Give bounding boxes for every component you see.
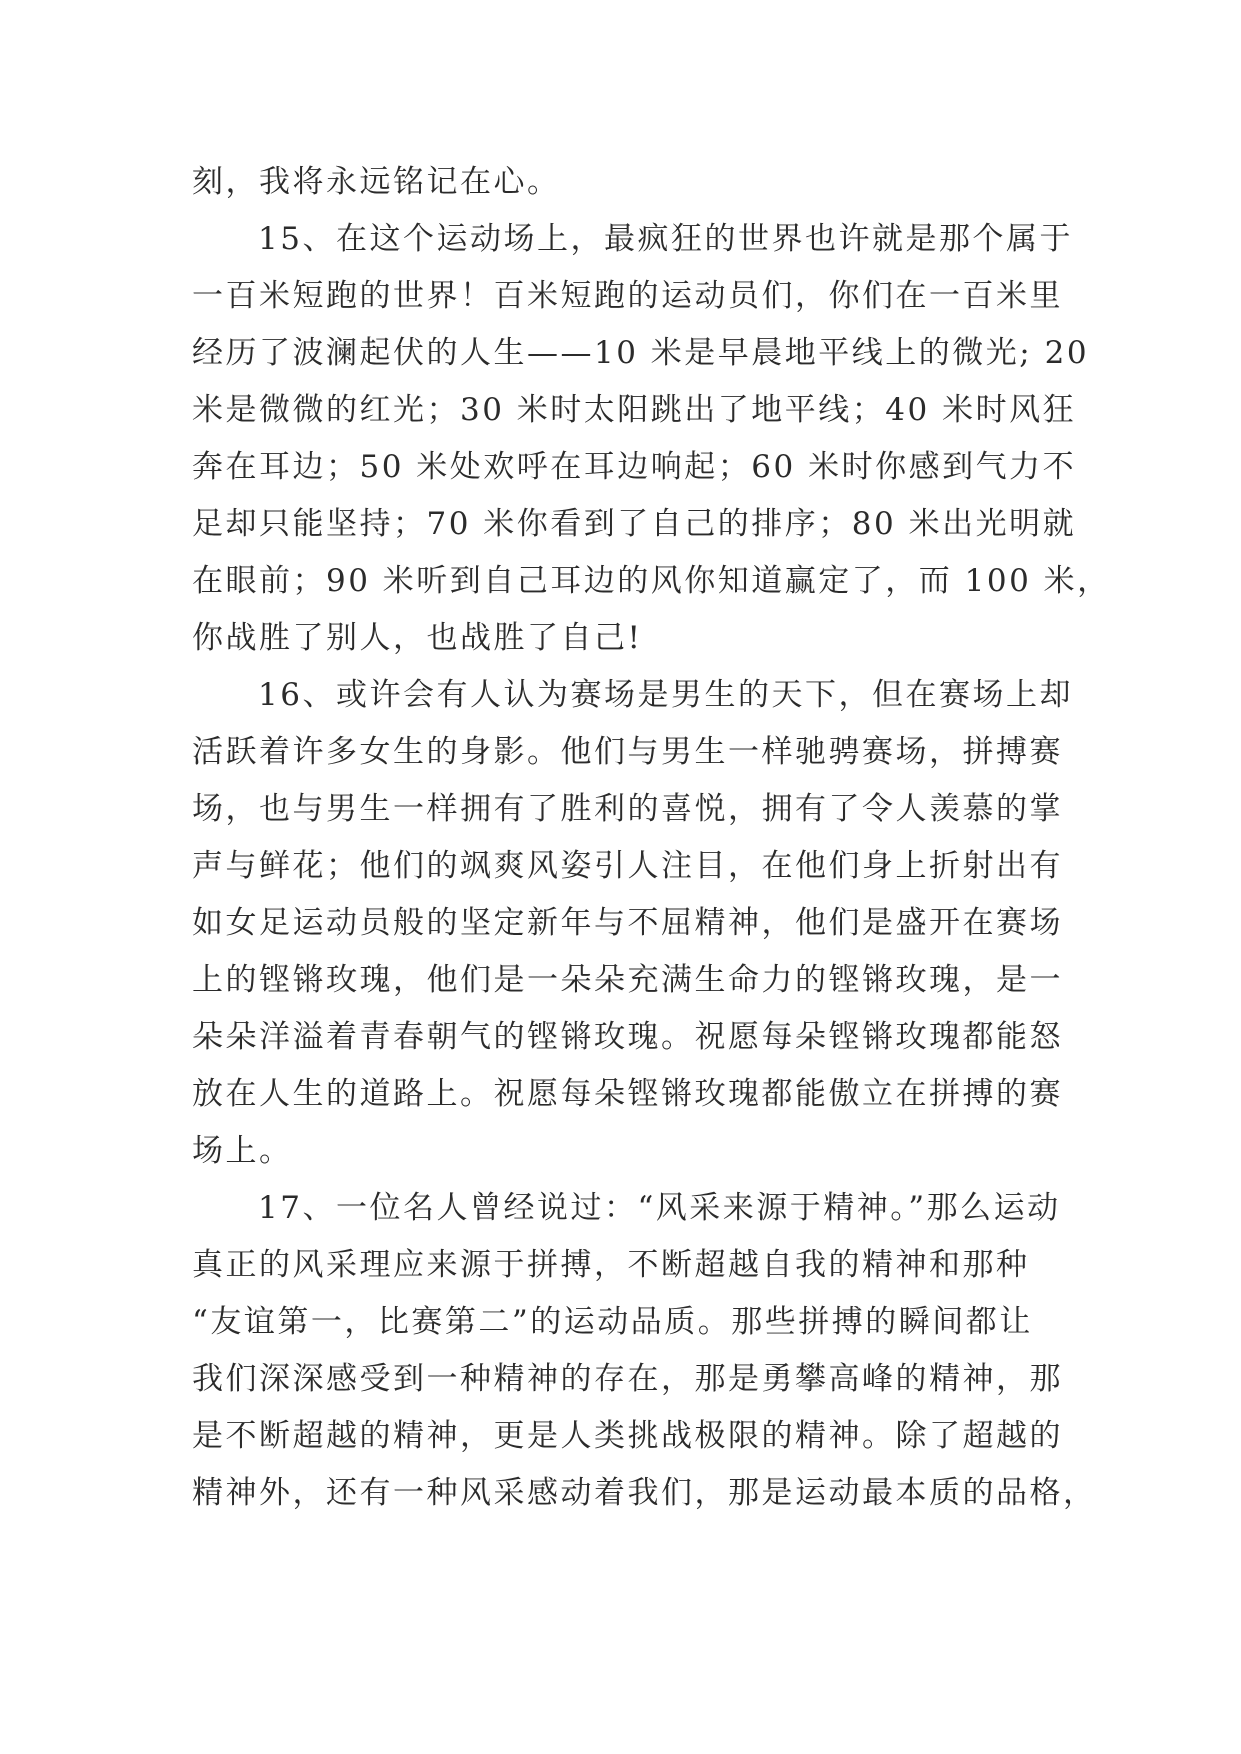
text-line: 在眼前；90 米听到自己耳边的风你知道赢定了，而 100 米， [192,563,1111,599]
text-line: 场上。 [192,1133,293,1169]
text-line: 放在人生的道路上。祝愿每朵铿锵玫瑰都能傲立在拼搏的赛 [192,1076,1063,1112]
body-text [192,154,1111,1522]
text-line: 声与鲜花；他们的飒爽风姿引人注目，在他们身上折射出有 [192,848,1063,884]
paragraph-16-start: 16、或许会有人认为赛场是男生的天下，但在赛场上却 [258,677,1073,713]
text-line: 我们深深感受到一种精神的存在，那是勇攀高峰的精神，那 [192,1361,1063,1397]
text-line: 上的铿锵玫瑰，他们是一朵朵充满生命力的铿锵玫瑰，是一 [192,962,1063,998]
paragraph-17-start: 17、一位名人曾经说过：“风采来源于精神。”那么运动 [258,1190,1061,1226]
text-line: 是不断超越的精神，更是人类挑战极限的精神。除了超越的 [192,1418,1063,1454]
text-line: 你战胜了别人，也战胜了自己! [192,620,643,656]
text-line: 一百米短跑的世界！百米短跑的运动员们，你们在一百米里 [192,278,1063,314]
text-line: 真正的风采理应来源于拼搏，不断超越自我的精神和那种 [192,1247,1030,1283]
text-line: 朵朵洋溢着青春朝气的铿锵玫瑰。祝愿每朵铿锵玫瑰都能怒 [192,1019,1063,1055]
text-line: 刻，我将永远铭记在心。 [192,164,561,200]
text-line: 足却只能坚持；70 米你看到了自己的排序；80 米出光明就 [192,506,1077,542]
text-line: 精神外，还有一种风采感动着我们，那是运动最本质的品格， [192,1475,1097,1511]
text-line: 场，也与男生一样拥有了胜利的喜悦，拥有了令人羡慕的掌 [192,791,1063,827]
paragraph-15-start: 15、在这个运动场上，最疯狂的世界也许就是那个属于 [258,221,1073,257]
text-line: 如女足运动员般的坚定新年与不屈精神，他们是盛开在赛场 [192,905,1063,941]
text-line: 经历了波澜起伏的人生——10 米是早晨地平线上的微光; 20 [192,335,1090,371]
text-line: 活跃着许多女生的身影。他们与男生一样驰骋赛场，拼搏赛 [192,734,1063,770]
text-line: “友谊第一，比赛第二”的运动品质。那些拼搏的瞬间都让 [192,1304,1033,1340]
text-line: 奔在耳边；50 米处欢呼在耳边响起；60 米时你感到气力不 [192,449,1077,485]
text-line: 米是微微的红光；30 米时太阳跳出了地平线；40 米时风狂 [192,392,1077,428]
